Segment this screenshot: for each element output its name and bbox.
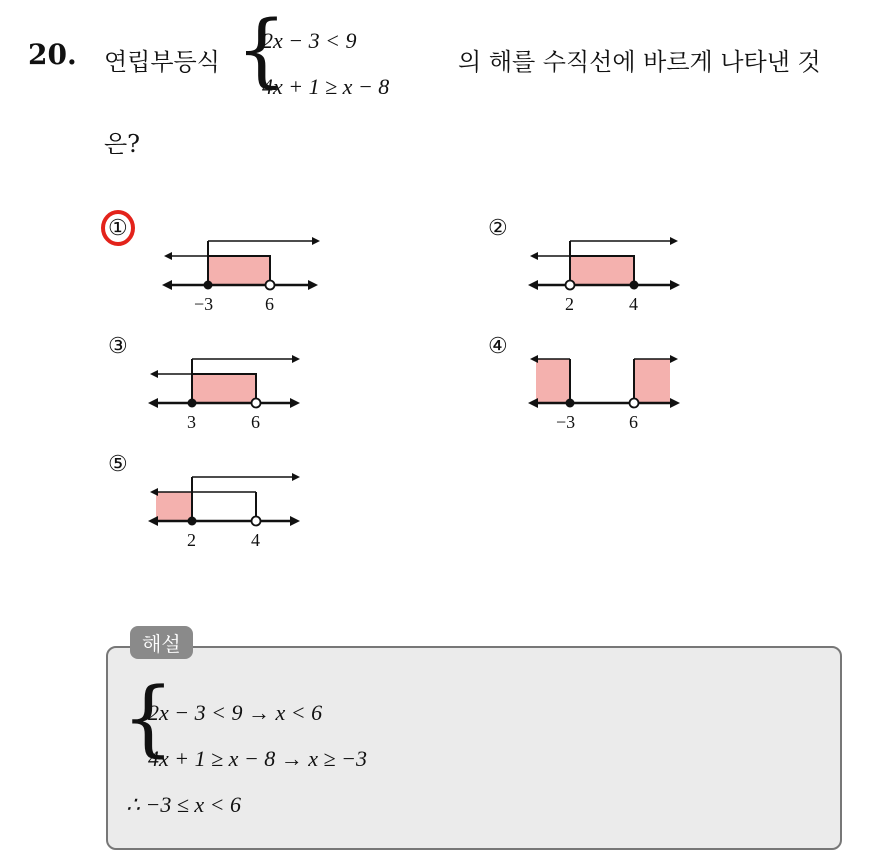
solution-line-1: 2x − 3 < 9 → x < 6 <box>148 700 323 725</box>
tick-label-a: −3 <box>194 294 214 314</box>
tick-label-b: 6 <box>629 412 638 432</box>
open-point <box>630 399 639 408</box>
option-2[interactable] <box>480 208 700 324</box>
option-5[interactable] <box>100 444 320 560</box>
solution-region <box>156 492 192 521</box>
solution-title: 해설 <box>130 626 193 659</box>
open-point <box>252 517 261 526</box>
closed-point <box>188 517 197 526</box>
inequality-2: 4x + 1 ≥ x − 8 <box>262 74 390 99</box>
closed-point <box>188 399 197 408</box>
closed-point <box>566 399 575 408</box>
option-2-number-line <box>480 208 700 320</box>
option-4[interactable] <box>480 326 700 442</box>
open-point <box>252 399 261 408</box>
tick-label-a: 3 <box>187 412 196 432</box>
tick-label-b: 6 <box>265 294 274 314</box>
solution-region-left <box>536 359 570 403</box>
question-prefix: 연립부등식 <box>104 48 220 76</box>
solution-line-2: 4x + 1 ≥ x − 8 → x ≥ −3 <box>148 746 367 771</box>
solution-region <box>570 256 634 285</box>
open-point <box>566 281 575 290</box>
option-label: ③ <box>108 333 128 358</box>
question-suffix: 의 해를 수직선에 바르게 나타낸 것 <box>458 48 821 76</box>
open-point <box>266 281 275 290</box>
tick-label-a: 2 <box>565 294 574 314</box>
tick-label-a: 2 <box>187 530 196 550</box>
option-4-number-line <box>480 326 700 438</box>
option-label: ① <box>108 215 128 240</box>
question-suffix-2: 은? <box>104 130 141 158</box>
solution-region <box>192 374 256 403</box>
solution-region <box>208 256 270 285</box>
option-label: ② <box>488 215 508 240</box>
option-1[interactable] <box>100 208 340 324</box>
tick-label-b: 4 <box>251 530 260 550</box>
solution-conclusion: ∴ −3 ≤ x < 6 <box>126 792 242 817</box>
closed-point <box>630 281 639 290</box>
option-3-number-line <box>100 326 320 438</box>
tick-label-a: −3 <box>556 412 576 432</box>
option-1-number-line <box>100 208 340 320</box>
question-number: 20. <box>28 38 77 71</box>
option-3[interactable] <box>100 326 320 442</box>
closed-point <box>204 281 213 290</box>
solution-region-right <box>634 359 670 403</box>
system-brace: { <box>236 3 287 96</box>
solution-brace: { <box>122 671 175 766</box>
inequality-1: 2x − 3 < 9 <box>262 28 357 53</box>
tick-label-b: 4 <box>629 294 638 314</box>
option-label: ④ <box>488 333 508 358</box>
tick-label-b: 6 <box>251 412 260 432</box>
option-label: ⑤ <box>108 451 128 476</box>
option-5-number-line <box>100 444 320 556</box>
